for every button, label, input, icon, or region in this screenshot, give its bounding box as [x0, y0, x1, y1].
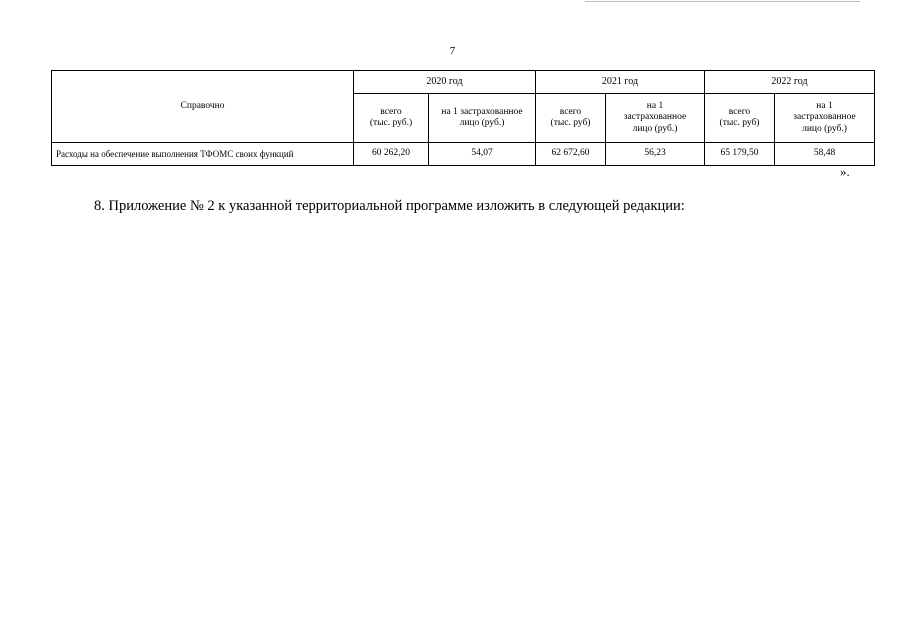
subheader-2021-total: всего (тыс. руб)	[536, 94, 606, 143]
subheader-2022-total: всего (тыс. руб)	[705, 94, 775, 143]
cell-2020-total: 60 262,20	[354, 143, 429, 166]
subheader-2022-per-person: на 1 застрахованное лицо (руб.)	[775, 94, 875, 143]
table-header-years-row	[52, 71, 875, 94]
header-year-2022: 2022 год	[705, 71, 875, 94]
cell-2021-total: 62 672,60	[536, 143, 606, 166]
header-year-2020: 2020 год	[354, 71, 536, 94]
row-label: Расходы на обеспечение выполнения ТФОМС своих функций	[52, 143, 354, 166]
subheader-2020-per-person: на 1 застрахованное лицо (руб.)	[429, 94, 536, 143]
subheader-2021-per-person: на 1 застрахованное лицо (руб.)	[606, 94, 705, 143]
page-number: 7	[449, 45, 456, 57]
subheader-2020-total: всего (тыс. руб.)	[354, 94, 429, 143]
closing-quote: ».	[840, 164, 850, 179]
header-label: Справочно	[52, 71, 354, 143]
cell-2022-per-person: 58,48	[775, 143, 875, 166]
top-edge-line	[585, 1, 860, 2]
paragraph-item-8: 8. Приложение № 2 к указанной территориальной программе изложить в следующей редакции:	[94, 198, 685, 214]
table-row	[52, 143, 875, 166]
expenses-table	[51, 70, 875, 166]
cell-2022-total: 65 179,50	[705, 143, 775, 166]
cell-2021-per-person: 56,23	[606, 143, 705, 166]
cell-2020-per-person: 54,07	[429, 143, 536, 166]
header-year-2021: 2021 год	[536, 71, 705, 94]
